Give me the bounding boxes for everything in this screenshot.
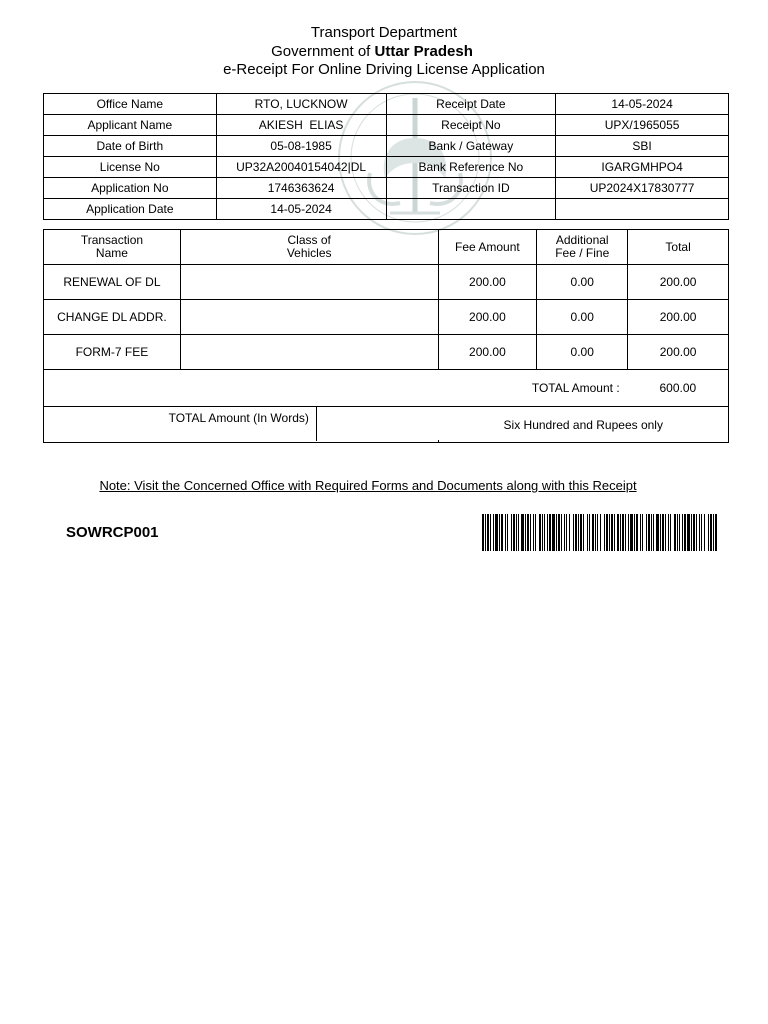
table-row: [44, 178, 729, 199]
barcode-bar: [701, 514, 702, 551]
barcode-bar: [561, 514, 562, 551]
additional-fee: 0.00: [537, 300, 628, 335]
header-line: Transaction: [80, 233, 144, 247]
barcode-bar: [715, 514, 717, 551]
transaction-name: FORM-7 FEE: [44, 335, 181, 370]
divider-mask: [317, 407, 439, 440]
table-row: [44, 157, 729, 178]
application-no-label: Application No: [44, 178, 217, 199]
barcode-bar: [535, 514, 536, 551]
barcode-bar: [651, 514, 652, 551]
barcode-bar: [583, 514, 584, 551]
office-name-label: Office Name: [44, 94, 217, 115]
table-row: [44, 115, 729, 136]
header-line: Additional: [555, 233, 609, 247]
barcode-bar: [710, 514, 712, 551]
transaction-id-value: UP2024X17830777: [556, 178, 729, 199]
total-amount-value: 600.00: [628, 370, 729, 407]
license-no-label: License No: [44, 157, 217, 178]
table-row: [44, 300, 729, 335]
barcode-bar: [542, 514, 543, 551]
additional-fee: 0.00: [537, 265, 628, 300]
barcode-bar: [544, 514, 545, 551]
total-row: [44, 370, 729, 407]
empty-cell: [386, 199, 556, 220]
class-of-vehicles: [180, 300, 438, 335]
barcode-bar: [693, 514, 695, 551]
barcode-bar: [499, 514, 500, 551]
barcode-bar: [539, 514, 541, 551]
barcode-bar: [660, 514, 661, 551]
total-header: Total: [628, 230, 729, 265]
barcode-bar: [530, 514, 531, 551]
transaction-id-label: Transaction ID: [386, 178, 556, 199]
barcode-bar: [595, 514, 596, 551]
barcode-bar: [656, 514, 659, 551]
barcode-bar: [634, 514, 635, 551]
receipt-date-label: Receipt Date: [386, 94, 556, 115]
barcode-bar: [617, 514, 619, 551]
barcode-bar: [566, 514, 567, 551]
barcode-bar: [592, 514, 594, 551]
barcode-bar: [704, 514, 705, 551]
barcode-bar: [552, 514, 555, 551]
barcode-bar: [677, 514, 678, 551]
bank-gateway-value: SBI: [556, 136, 729, 157]
receipt-barcode: [482, 514, 717, 551]
barcode-bar: [564, 514, 565, 551]
barcode-bar: [556, 514, 557, 551]
barcode-bar: [505, 514, 506, 551]
barcode-bar: [511, 514, 512, 551]
barcode-bar: [578, 514, 579, 551]
row-total: 200.00: [628, 300, 729, 335]
barcode-bar: [493, 514, 494, 551]
barcode-bar: [620, 514, 621, 551]
row-total: 200.00: [628, 335, 729, 370]
applicant-name-label: Applicant Name: [44, 115, 217, 136]
barcode-bar: [501, 514, 503, 551]
barcode-bar: [630, 514, 633, 551]
fee-table-header: [44, 230, 729, 265]
class-of-vehicles: [180, 335, 438, 370]
transaction-name: RENEWAL OF DL: [44, 265, 181, 300]
barcode-bar: [495, 514, 498, 551]
barcode-bar: [668, 514, 669, 551]
barcode-bar: [611, 514, 613, 551]
barcode-bar: [646, 514, 647, 551]
applicant-name-value: AKIESH ELIAS: [216, 115, 386, 136]
receipt-date-value: 14-05-2024: [556, 94, 729, 115]
class-of-vehicles: [180, 265, 438, 300]
barcode-bar: [490, 514, 491, 551]
total-amount-label: TOTAL Amount :: [44, 370, 628, 407]
fee-amount: 200.00: [438, 265, 537, 300]
barcode-bar: [648, 514, 650, 551]
application-date-label: Application Date: [44, 199, 217, 220]
barcode-bar: [636, 514, 638, 551]
barcode-bar: [597, 514, 598, 551]
transaction-name-header: [44, 230, 181, 265]
barcode-bar: [653, 514, 654, 551]
barcode-bar: [587, 514, 588, 551]
barcode-bar: [487, 514, 489, 551]
class-of-vehicles-header: [180, 230, 438, 265]
barcode-bar: [640, 514, 641, 551]
barcode-bar: [699, 514, 700, 551]
bank-reference-value: IGARGMHPO4: [556, 157, 729, 178]
barcode-bar: [521, 514, 524, 551]
additional-fee-header: [537, 230, 628, 265]
barcode-bar: [628, 514, 629, 551]
barcode-bar: [625, 514, 626, 551]
government-prefix: Government of: [271, 43, 371, 60]
office-name-value: RTO, LUCKNOW: [216, 94, 386, 115]
barcode-bar: [507, 514, 508, 551]
barcode-bar: [691, 514, 692, 551]
barcode-bar: [606, 514, 608, 551]
header-line: Vehicles: [286, 246, 332, 260]
barcode-bar: [662, 514, 664, 551]
barcode-bar: [513, 514, 515, 551]
barcode-bar: [573, 514, 574, 551]
barcode-bar: [569, 514, 570, 551]
barcode-bar: [696, 514, 697, 551]
footer-code: SOWRCP001: [66, 524, 159, 541]
barcode-bar: [642, 514, 643, 551]
application-no-value: 1746363624: [216, 178, 386, 199]
bank-reference-label: Bank Reference No: [386, 157, 556, 178]
transaction-name: CHANGE DL ADDR.: [44, 300, 181, 335]
barcode-bar: [604, 514, 605, 551]
barcode-bar: [600, 514, 601, 551]
barcode-bar: [665, 514, 666, 551]
dob-label: Date of Birth: [44, 136, 217, 157]
receipt-subtitle: e-Receipt For Online Driving License Application: [223, 61, 545, 78]
table-row: [44, 94, 729, 115]
amount-in-words-label-text: TOTAL Amount (In Words): [168, 410, 309, 425]
bank-gateway-label: Bank / Gateway: [386, 136, 556, 157]
department-title: Transport Department: [310, 24, 458, 41]
state-name: Uttar Pradesh: [374, 43, 473, 60]
row-total: 200.00: [628, 265, 729, 300]
barcode-bar: [713, 514, 714, 551]
barcode-bar: [516, 514, 517, 551]
government-title: [0, 43, 756, 60]
table-row: [44, 265, 729, 300]
application-date-value: 14-05-2024: [216, 199, 386, 220]
amount-in-words-value: Six Hundred and Rupees only: [438, 407, 729, 443]
barcode-bar: [549, 514, 551, 551]
barcode-bar: [682, 514, 683, 551]
barcode-bar: [687, 514, 690, 551]
barcode-bar: [708, 514, 709, 551]
receipt-note: Note: Visit the Concerned Office with Required Forms and Documents along with this Receipt: [99, 478, 637, 493]
additional-fee: 0.00: [537, 335, 628, 370]
empty-cell: [556, 199, 729, 220]
barcode-bar: [580, 514, 582, 551]
barcode-bar: [482, 514, 484, 551]
barcode-bar: [518, 514, 519, 551]
barcode-bar: [674, 514, 676, 551]
fee-amount-header: Fee Amount: [438, 230, 537, 265]
receipt-no-value: UPX/1965055: [556, 115, 729, 136]
barcode-bar: [547, 514, 548, 551]
header-line: Fee / Fine: [555, 246, 610, 260]
barcode-bar: [533, 514, 534, 551]
fee-amount: 200.00: [438, 300, 537, 335]
barcode-bar: [670, 514, 671, 551]
barcode-bar: [609, 514, 610, 551]
barcode-bar: [527, 514, 529, 551]
barcode-bar: [589, 514, 590, 551]
receipt-info-table: [43, 93, 729, 220]
barcode-bar: [575, 514, 577, 551]
table-row: [44, 335, 729, 370]
header-line: Name: [95, 246, 128, 260]
barcode-bar: [614, 514, 615, 551]
dob-value: 05-08-1985: [216, 136, 386, 157]
barcode-bar: [679, 514, 680, 551]
header-line: Class of: [287, 233, 331, 247]
barcode-bar: [684, 514, 686, 551]
license-no-value: UP32A20040154042|DL: [216, 157, 386, 178]
receipt-no-label: Receipt No: [386, 115, 556, 136]
barcode-bar: [558, 514, 560, 551]
barcode-bar: [622, 514, 624, 551]
barcode-bar: [525, 514, 526, 551]
barcode-bar: [485, 514, 486, 551]
table-row: [44, 199, 729, 220]
table-row: [44, 136, 729, 157]
fee-amount: 200.00: [438, 335, 537, 370]
